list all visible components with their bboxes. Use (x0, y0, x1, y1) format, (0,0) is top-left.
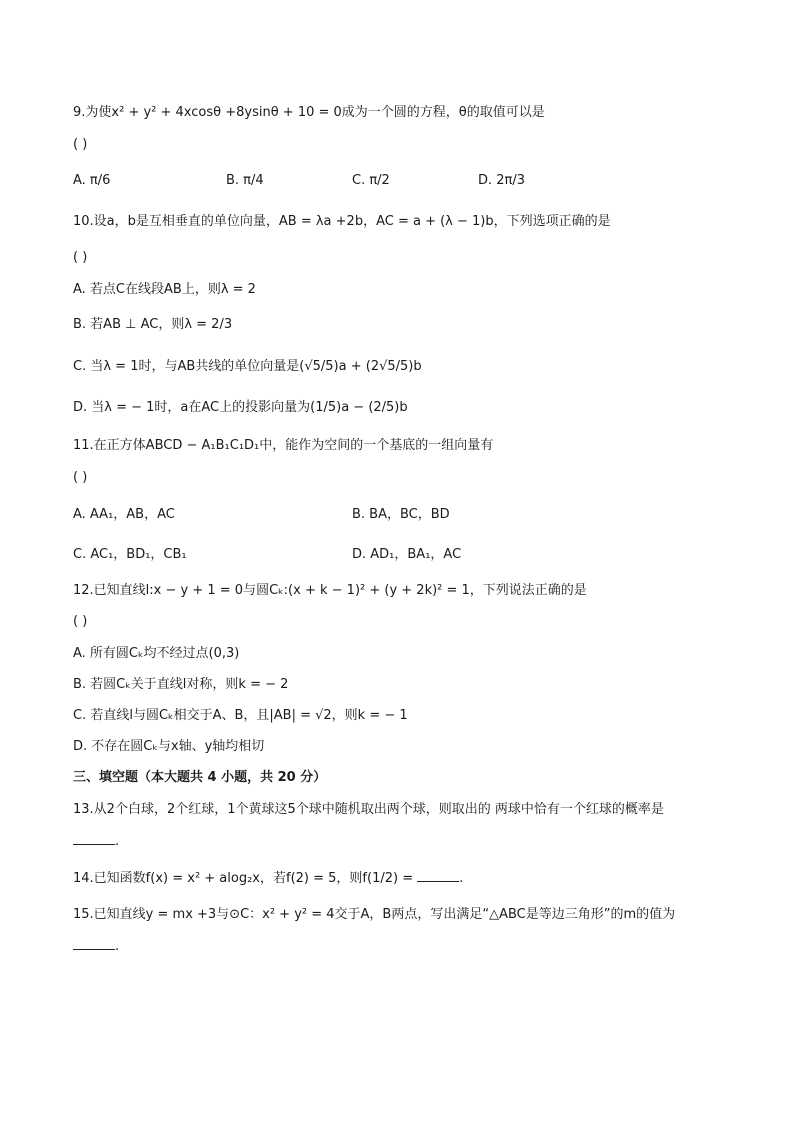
question-11-paren: ( ) (73, 470, 88, 485)
q12-option-b: B. 若圆Cₖ关于直线l对称，则k = − 2 (73, 677, 289, 692)
q11-option-d: D. AD₁，BA₁，AC (352, 547, 462, 562)
question-14-line (73, 869, 463, 888)
q12-option-d: D. 不存在圆Cₖ与x轴、y轴均相切 (73, 739, 265, 754)
q9-option-a: A. π/6 (73, 173, 111, 188)
q11-option-c: C. AC₁，BD₁，CB₁ (73, 547, 187, 562)
answer-blank (73, 832, 115, 845)
question-9-paren: ( ) (73, 137, 88, 152)
q12-option-c: C. 若直线l与圆Cₖ相交于A、B，且|AB| = √2，则k = − 1 (73, 708, 408, 723)
question-9-stem: 9.为使x² + y² + 4xcosθ +8ysinθ + 10 = 0成为一个圆的方程，θ的取值可以是 (73, 105, 545, 120)
section-heading: 三、填空题（本大题共 4 小题，共 20 分） (73, 770, 327, 785)
period: . (115, 834, 120, 849)
period: . (115, 939, 120, 954)
answer-blank (417, 869, 459, 882)
q9-option-b: B. π/4 (226, 173, 264, 188)
question-11-stem: 11.在正方体ABCD − A₁B₁C₁D₁中，能作为空间的一个基底的一组向量有 (73, 438, 494, 453)
q9-option-d: D. 2π/3 (478, 173, 526, 188)
question-10-paren: ( ) (73, 250, 88, 265)
q12-option-a: A. 所有圆Cₖ均不经过点(0,3) (73, 646, 240, 661)
q9-option-c: C. π/2 (352, 173, 390, 188)
question-15-text: 15.已知直线y = mx +3与⊙C：x² + y² = 4交于A，B两点，写出满足“△ABC是等边三角形”的m的值为 (73, 907, 676, 922)
q11-option-a: A. AA₁，AB，AC (73, 507, 175, 522)
period: . (459, 871, 464, 886)
question-12-paren: ( ) (73, 614, 88, 629)
q10-option-d: D. 当λ = − 1时，a在AC上的投影向量为(1/5)a − (2/5)b (73, 400, 408, 415)
q11-option-b: B. BA，BC，BD (352, 507, 450, 522)
question-13-answer-line (73, 832, 119, 851)
question-10-stem: 10.设a，b是互相垂直的单位向量，AB = λa +2b，AC = a + (λ − 1)b，下列选项正确的是 (73, 214, 611, 229)
q10-option-a: A. 若点C在线段AB上，则λ = 2 (73, 282, 256, 297)
q10-option-b: B. 若AB ⊥ AC，则λ = 2/3 (73, 317, 233, 332)
answer-blank (73, 937, 115, 950)
question-13-text: 13.从2个白球，2个红球，1个黄球这5个球中随机取出两个球，则取出的 两球中恰有一个红球的概率是 (73, 802, 664, 817)
question-12-stem: 12.已知直线l:x − y + 1 = 0与圆Cₖ:(x + k − 1)² + (y + 2k)² = 1，下列说法正确的是 (73, 583, 587, 598)
question-15-answer-line (73, 937, 119, 956)
q10-option-c: C. 当λ = 1时，与AB共线的单位向量是(√5/5)a + (2√5/5)b (73, 359, 422, 374)
question-14-text: 14.已知函数f(x) = x² + alog₂x，若f(2) = 5，则f(1/2) = (73, 871, 414, 886)
